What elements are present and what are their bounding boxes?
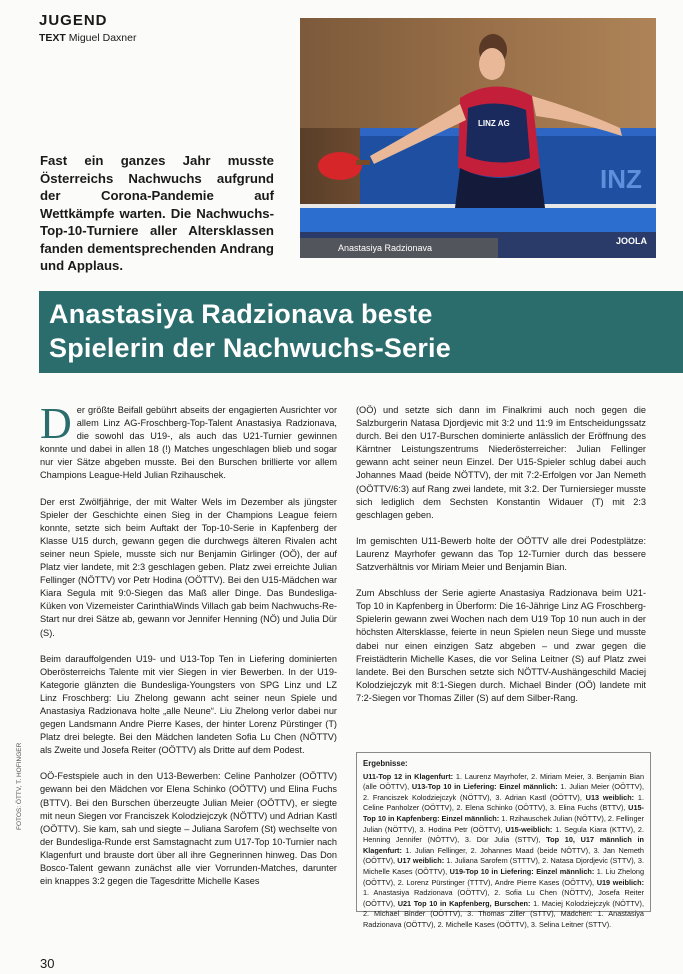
result-label: U11-Top 12 in Klagenfurt: bbox=[363, 771, 454, 781]
joola-logo: JOOLA bbox=[616, 236, 648, 246]
headline-line-2: Spielerin der Nachwuchs-Serie bbox=[49, 333, 451, 363]
result-text: 1. Juliana Sarofem (STTTV), 2. Natasa Djordjevic (STTV), 3. Michelle Kases (OÖTTV), bbox=[363, 856, 644, 876]
result-label: U15-Top 10 in Kapfenberg: Einzel männlich: bbox=[363, 803, 644, 823]
paragraph-5: (OÖ) und setzte sich dann im Finalkrimi auch noch gegen die Salzburgerin Natasa Djordjevic mit 3:2 und 11:9 im Entscheidungssatz durch. Bei den U17-Burschen dominierte anlässlich der Eröffnung des Kärntner Leistungszentrums Niederösterreicher: Julian Fellinger gewann acht seiner neun Einzel. Der U15-Spieler schlug dabei auch Johannes Maad (beide NÖTTV), der mit 7:2-Erfolgen vor Jan Nemeth (OÖTTV/6:3) auf Rang zwei landete, mit 3:2. Der Turniersieger musste sich lediglich dem Sechsten Konstantin Widauer (T) mit 2:3 geschlagen geben. bbox=[356, 405, 646, 520]
article-column-left bbox=[40, 399, 337, 901]
drop-cap: D bbox=[40, 399, 72, 448]
shirt-logo: LINZ AG bbox=[478, 119, 510, 128]
result-label: U13-Top 10 in Liefering: Einzel männlich: bbox=[411, 782, 558, 792]
result-label: U13 weiblich: bbox=[585, 792, 635, 802]
photo-illustration bbox=[300, 18, 656, 258]
paragraph-7: Zum Abschluss der Serie agierte Anastasiya Radzionava beim U21-Top 10 in Kapfenberg in Überform: Die 16-Jährige Linz AG Froschberg-Spielerin gewann zwei Wochen nach dem U19 Top 10 nun auch in der höchsten Altersklasse, feierte in neun Spielen neun Siege und musste dabei nur einen einzigen Satz abgeben – und zwar gegen die Freistädterin Michelle Kases, die vor Selina Leitner (S) auf Platz zwei landete. Bei den Burschen setzte sich NÖTTV-Aushängeschild Maciej Kolodziejczyk mit 8:1-Siegen durch. Michael Binder (OÖ) landete mit 7:2-Siegen vor Thomas Ziller (S) auf dem Silber-Rang. bbox=[356, 588, 646, 703]
paragraph-6: Im gemischten U11-Bewerb holte der OÖTTV alle drei Podestplätze: Laurenz Mayrhofer gewann das Top 12-Turnier durch das bessere Satzverhältnis vor Miriam Meier und Benjamin Bian. bbox=[356, 535, 646, 573]
section-label: JUGEND bbox=[39, 12, 108, 29]
result-text: 1. Laurenz Mayrhofer, 2. Miriam Meier, 3. Benjamin Bian (alle OÖTTV), bbox=[363, 771, 644, 792]
headline-line-1: Anastasiya Radzionava beste bbox=[49, 299, 433, 329]
result-label: U15-weiblich: bbox=[505, 824, 553, 834]
credit-label: TEXT bbox=[39, 32, 66, 44]
result-text: 1. Celine Panholzer (OÖTTV), 2. Elena Schinko (OÖTTV), 3. Elina Fuchs (BTTV), bbox=[363, 792, 644, 813]
paragraph-2: Der erst Zwölfjährige, der mit Walter Wels im Dezember als jüngster Spieler der Geschichte einen Sieg in der Champions League feiern konnte, setzte sich beim Auftakt der Top-10-Serie in Kapfenberg der Klasse U15 durch, gewann gegen die durchwegs älteren Rivalen acht seiner neun Spiele, musste sich nur Benjamin Girlinger (OÖ), der auf Platz vier landete, mit 2:3 geschlagen geben. Platz zwei erreichte Julian Fellinger (NÖTTV) vor Petr Hodina (OÖTTV). Bei den U15-Mädchen war Kiara Segula mit 9:0-Siegen das Maß aller Dinge. Das Bundesliga-Küken von Vizemeister CarinthiaWinds Villach gab beim Nachwuchs-Re-Start nur drei Sätze ab, gewann vor Jennifer Henning (NÖ) und Julia Dür (S). bbox=[40, 496, 337, 638]
author-credit bbox=[39, 32, 136, 44]
paragraph-3: Beim darauffolgenden U19- und U13-Top Ten in Liefering dominierten Oberösterreichs Talente mit vier Siegen in vier Bewerben. In der U19-Kategorie glänzten die Bundesliga-Youngsters von SPG Linz und LZ Linz Froschberg: Liu Zhelong gewann acht seiner neun Spiele und Anastasiya Radzionava holte „alle Neune“. Liu Zhelong verlor dabei nur gegen Landsmann Andre Pierre Kases, der hinter Lorenz Pürstinger (T) Platz drei belegte. Bei den Mädchen landeten Sofia Lu Chen (NÖTTV) als Zweite und Josefa Reiter (OÖTTV) als Dritte auf dem Podest. bbox=[40, 653, 337, 756]
result-text: 1. Rzihauschek Julian (NÖTTV), 2. Fellinger Julian (NÖTTV), 3. Hodina Petr (OÖTTV), bbox=[363, 813, 645, 834]
result-label: U17 weiblich: bbox=[397, 856, 445, 866]
article-column-right bbox=[356, 404, 646, 718]
result-text: 1. Liu Zhelong (OÖTTV), 2. Lorenz Pürstinger (TTTV), Andre Pierre Kases (OÖTTV), bbox=[363, 866, 645, 887]
paragraph-1-text: er größte Beifall gebührt abseits der engagierten Ausrichter vor allem Linz AG-Froschberg-Top-Talent Anastasiya Radzionava, die sowohl das U19-, als auch das U21-Turnier gewinnen konnte und dabei in allen 18 (!) Matches ungeschlagen blieb und sogar nur vier Sätze abgeben musste. Bei den Burschen brillierte vor allem Champions League-Held Julian Rzihauschek. bbox=[40, 405, 337, 481]
result-text: 1. Julian Meier (OÖTTV), 2. Franciszek Kolodziejczyk (NÖTTV), 3. Adrian Kastl (OÖTTV), bbox=[363, 782, 645, 802]
result-text: 1. Segula Kiara (KTTV), 2. Henning Jennifer (NÖTTV), 3. Dür Julia (STTV), bbox=[363, 824, 645, 845]
author-name: Miguel Daxner bbox=[68, 32, 137, 44]
photo-credit: FOTOS: ÖTTV, T. HOFINGER bbox=[16, 742, 23, 830]
paragraph-4: OÖ-Festspiele auch in den U13-Bewerben: Celine Panholzer (OÖTTV) gewann bei den Mädchen vor Elena Schinko (OÖTTV) und Elina Fuchs (BTTV). Bei den Burschen überzeugte Julian Meier (OÖTTV), er siegte mit neun Siegen vor Franciszek Kolodziejczyk (NÖTTV) und Adrian Kastl (OÖTTV). Sie kam, sah und siegte – Juliana Sarofem (St) wechselte von der Bundesliga-Runde erst Samstagnacht zum U17-Top 10-Turnier nach Klagenfurt und brauste dort über all ihre Gegnerinnen hinweg. Das Don Bosco-Talent gewann zunächst alle vier Vorrunden-Matches, darunter ein knappes 3:2 gegen die Tagesdritte Michelle Kases bbox=[40, 771, 337, 887]
result-label: U19 weiblich: bbox=[596, 877, 644, 887]
results-heading: Ergebnisse: bbox=[363, 759, 408, 768]
result-label: Top 10, U17 männlich in Klagenfurt: bbox=[363, 835, 645, 855]
lead-paragraph: Fast ein ganzes Jahr musste Österreichs Nachwuchs aufgrund der Corona-Pandemie auf Wettkämpfe warten. Die Nachwuchs-Top-10-Turniere aller Altersklassen fanden dementsprechenden Andrang und Applaus. bbox=[40, 153, 274, 273]
result-text: 1. Maciej Kolodziejczyk (NÖTTV), 2. Michael Binder (OÖTTV), 3. Thomas Ziller (STTV), Mädchen: 1. Anastasiya Radzionava (OÖTTV), 2. Michelle Kases (OÖTTV), 3. Selina Leitner (STTV). bbox=[363, 898, 645, 929]
result-label: U21 Top 10 in Kapfenberg, Burschen: bbox=[397, 898, 531, 908]
headline-banner bbox=[39, 291, 683, 373]
page-number: 30 bbox=[40, 956, 55, 971]
result-text: 1. Anastasiya Radzionava (OÖTTV), 2. Sofia Lu Chen (NÖTTV), Josefa Reiter (OÖTTV), bbox=[363, 888, 644, 908]
result-label: U19-Top 10 in Liefering: Einzel männlich: bbox=[449, 866, 595, 876]
results-box bbox=[356, 752, 651, 929]
article-photo bbox=[300, 18, 656, 258]
photo-caption: Anastasiya Radzionava bbox=[300, 238, 498, 258]
paragraph-1 bbox=[40, 399, 337, 483]
svg-text:INZ: INZ bbox=[600, 164, 642, 194]
result-text: 1. Julian Fellinger, 2. Johannes Maad (beide NÖTTV), 3. Jan Nemeth (OÖTTV), bbox=[363, 845, 644, 866]
